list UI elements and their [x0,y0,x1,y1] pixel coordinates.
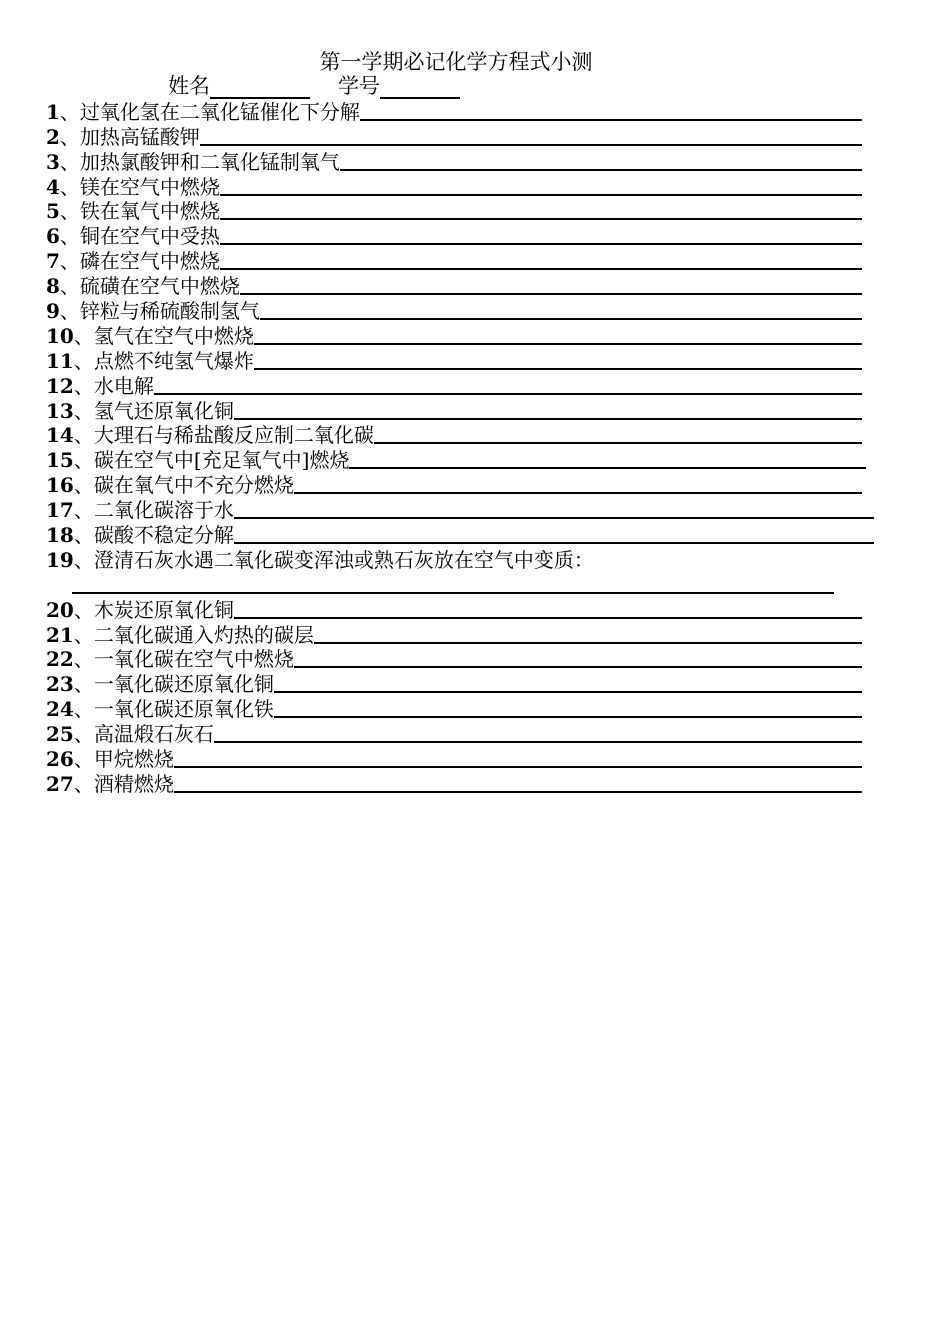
answer-line[interactable] [234,516,874,519]
question-text: 一氧化碳在空气中燃烧 [93,647,294,672]
question-item [46,522,874,547]
question-separator: 、 [73,722,94,747]
answer-line[interactable] [314,641,862,644]
question-text: 二氧化碳通入灼热的碳层 [93,622,314,647]
question-list [46,99,876,796]
answer-line[interactable] [360,118,862,121]
question-number: 26 [46,747,74,772]
answer-line[interactable] [200,143,862,146]
question-separator: 、 [59,274,80,299]
question-number: 10 [46,323,74,348]
question-separator: 、 [73,647,94,672]
page-title: 第一学期必记化学方程式小测 [319,50,593,74]
question-separator: 、 [59,124,80,149]
question-item [46,323,862,348]
question-number: 13 [46,398,74,423]
question-separator: 、 [73,448,94,473]
question-item [46,423,862,448]
answer-line[interactable] [220,217,862,220]
question-item [46,746,862,771]
question-text: 铜在空气中受热 [79,224,220,249]
question-item [46,248,862,273]
question-number: 18 [46,523,74,548]
question-number: 22 [46,647,74,672]
question-text: 木炭还原氧化铜 [93,597,234,622]
question-item [46,149,862,174]
answer-line[interactable] [349,466,866,469]
question-number: 27 [46,771,74,796]
question-separator: 、 [73,523,94,548]
question-separator: 、 [59,99,80,124]
question-text: 水电解 [93,373,154,398]
question-text: 一氧化碳还原氧化铜 [93,672,274,697]
question-text: 大理石与稀盐酸反应制二氧化碳 [93,423,374,448]
question-separator: 、 [73,547,94,572]
question-item [46,771,862,796]
question-number: 5 [46,199,60,224]
question-item [46,124,862,149]
question-separator: 、 [73,373,94,398]
question-item [46,373,862,398]
question-text: 碳在氧气中不充分燃烧 [93,473,294,498]
question-item [46,497,874,522]
question-number: 17 [46,498,74,523]
question-number: 23 [46,672,74,697]
answer-line[interactable] [340,168,862,171]
question-text: 碳在空气中[充足氧气中]燃烧 [93,448,350,473]
question-number: 1 [46,99,60,124]
question-text: 二氧化碳溶于水 [93,498,234,523]
question-number: 15 [46,448,74,473]
question-separator: 、 [73,771,94,796]
question-number: 9 [46,299,60,324]
question-text: 铁在氧气中燃烧 [79,199,220,224]
answer-line[interactable] [154,392,862,395]
question-item [46,472,862,497]
question-text: 高温煅石灰石 [93,722,214,747]
question-separator: 、 [73,697,94,722]
answer-line[interactable] [254,367,862,370]
question-number: 14 [46,423,74,448]
question-item [46,721,862,746]
answer-line[interactable] [234,541,874,544]
question-text: 氢气在空气中燃烧 [93,323,254,348]
question-item [46,273,862,298]
answer-line[interactable] [72,592,834,594]
question-number: 16 [46,473,74,498]
question-separator: 、 [73,348,94,373]
answer-line[interactable] [174,765,862,768]
question-separator: 、 [73,423,94,448]
answer-line[interactable] [220,267,862,270]
answer-line[interactable] [240,292,862,295]
question-text: 点燃不纯氢气爆炸 [93,348,254,373]
question-item [46,547,862,572]
question-text: 澄清石灰水遇二氧化碳变浑浊或熟石灰放在空气中变质： [93,547,594,572]
question-text: 锌粒与稀硫酸制氢气 [79,299,260,324]
question-separator: 、 [73,498,94,523]
question-number: 21 [46,622,74,647]
question-number: 8 [46,274,60,299]
question-item [46,622,862,647]
question-text: 硫磺在空气中燃烧 [79,274,240,299]
question-separator: 、 [59,224,80,249]
question-text: 镁在空气中燃烧 [79,174,220,199]
question-number: 11 [46,348,74,373]
question-item [46,223,862,248]
question-number: 4 [46,174,60,199]
question-item [46,597,862,622]
student-id-field[interactable] [380,77,460,99]
question-item [46,174,862,199]
question-text: 甲烷燃烧 [93,747,174,772]
answer-line[interactable] [374,441,862,444]
question-item [46,199,862,224]
question-number: 12 [46,373,74,398]
answer-line-row [46,572,876,597]
answer-line[interactable] [274,690,862,693]
question-separator: 、 [73,622,94,647]
question-separator: 、 [59,249,80,274]
answer-line[interactable] [174,790,862,793]
question-number: 20 [46,597,74,622]
question-number: 2 [46,124,60,149]
question-separator: 、 [73,597,94,622]
answer-line[interactable] [220,193,862,196]
question-item [46,447,866,472]
student-info-bar [168,73,460,99]
question-separator: 、 [73,398,94,423]
answer-line[interactable] [220,242,862,245]
question-text: 一氧化碳还原氧化铁 [93,697,274,722]
question-separator: 、 [59,174,80,199]
answer-line[interactable] [214,740,862,743]
question-number: 19 [46,547,74,572]
answer-line[interactable] [260,317,862,320]
answer-line[interactable] [294,665,862,668]
question-separator: 、 [59,299,80,324]
question-separator: 、 [73,323,94,348]
name-field[interactable] [210,77,310,99]
name-label: 姓名 [168,74,210,98]
student-id-label: 学号 [338,74,380,98]
question-text: 磷在空气中燃烧 [79,249,220,274]
question-number: 6 [46,224,60,249]
question-number: 25 [46,722,74,747]
question-separator: 、 [73,672,94,697]
question-text: 酒精燃烧 [93,771,174,796]
question-item [46,298,862,323]
question-separator: 、 [73,473,94,498]
question-text: 过氧化氢在二氧化锰催化下分解 [79,99,360,124]
question-number: 24 [46,697,74,722]
question-text: 氢气还原氧化铜 [93,398,234,423]
question-item [46,398,862,423]
question-text: 碳酸不稳定分解 [93,523,234,548]
question-item [46,647,862,672]
question-separator: 、 [59,149,80,174]
question-item [46,696,862,721]
question-number: 7 [46,249,60,274]
question-text: 加热高锰酸钾 [79,124,200,149]
question-item [46,99,862,124]
answer-line[interactable] [234,616,862,619]
question-number: 3 [46,149,60,174]
answer-line[interactable] [294,491,862,494]
answer-line[interactable] [254,342,862,345]
question-text: 加热氯酸钾和二氧化锰制氧气 [79,149,340,174]
question-separator: 、 [59,199,80,224]
question-separator: 、 [73,747,94,772]
answer-line[interactable] [234,417,862,420]
answer-line[interactable] [274,715,862,718]
question-item [46,671,862,696]
question-item [46,348,862,373]
